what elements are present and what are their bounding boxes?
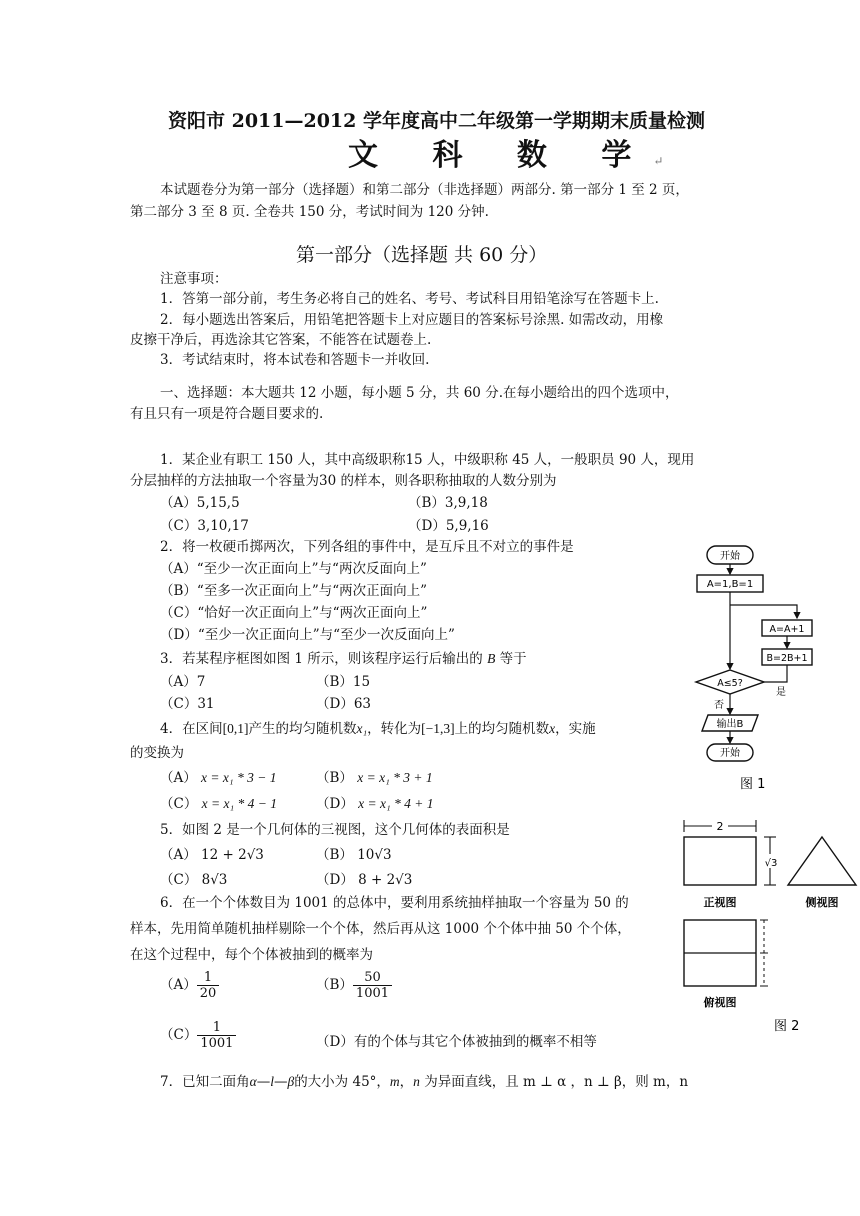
height-label: √3 [764, 858, 778, 869]
side-view-label: 侧视图 [805, 896, 839, 909]
q6-denominator-a: 20 [199, 986, 217, 1001]
q2-option-b: （B）“至多一次正面向上”与“两次正面向上” [160, 583, 428, 599]
intro-line-2: 第二部分 3 至 8 页. 全卷共 150 分，考试时间为 120 分钟. [130, 204, 489, 220]
side-view-triangle [788, 837, 856, 885]
q1-option-b: （B）3,9,18 [408, 495, 488, 511]
q3-option-d: （D）63 [316, 696, 372, 712]
subject-text: 文 科 数 学 [348, 138, 654, 173]
q4-part-a: 4．在区间 [160, 721, 223, 737]
q3-end: 等于 [499, 651, 527, 667]
q7-beta: β [287, 1074, 295, 1089]
figure-1-caption: 图 1 [740, 777, 766, 792]
notice-1: 1．答第一部分前，考生务必将自己的姓名、考号、考试科目用铅笔涂写在答题卡上. [160, 291, 659, 307]
flow-init-label: A=1,B=1 [706, 579, 754, 590]
q7-dash-1: — [256, 1074, 271, 1090]
exam-title: 资阳市 2011—2012 学年度高中二年级第一学期期末质量检测 [168, 110, 705, 132]
notice-2: 2．每小题选出答案后，用铅笔把答题卡上对应题目的答案标号涂黑. 如需改动，用橡 [160, 312, 664, 328]
flow-step-a-label: A=A+1 [769, 624, 805, 635]
q6-option-a [160, 970, 219, 1001]
q4-label-b: （B） [316, 770, 353, 786]
q6-fraction-c [197, 1020, 236, 1051]
q4-option-b [316, 766, 433, 786]
flow-yes-line [764, 665, 787, 682]
q4-x: x [549, 721, 556, 736]
q5-option-d: （D） 8 + 2√3 [316, 872, 413, 888]
q1-line-1: 1．某企业有职工 150 人，其中高级职称15 人，中级职称 45 人，一般职员 90 人，现用 [160, 452, 695, 468]
figure-1-flowchart [684, 540, 814, 796]
q4-part-e: ，实施 [555, 721, 596, 737]
q4-expr-c: x = x₁ * 4 − 1 [201, 796, 278, 811]
q6-numerator-b: 50 [353, 970, 392, 986]
q4-option-c [160, 792, 277, 812]
q3-option-c: （C）31 [160, 696, 215, 712]
q6-fraction-a [197, 970, 220, 1001]
notice-title: 注意事项： [160, 271, 228, 287]
flow-end-label: 开始 [720, 748, 740, 759]
q4-x1: x₁ [356, 721, 368, 736]
q4-part-b: 产生的均匀随机数 [248, 721, 357, 737]
width-label: 2 [716, 820, 724, 833]
q1-option-c: （C）3,10,17 [160, 518, 249, 534]
figure-2-three-views [674, 812, 860, 1038]
q6-line-3: 在这个过程中，每个个体被抽到的概率为 [130, 947, 373, 963]
q6-label-c: （C） [160, 1027, 198, 1043]
q4-option-a [160, 766, 276, 786]
q6-line-2: 样本，先用简单随机抽样剔除一个个体，然后再从这 1000 个个体中抽 50 个个体， [130, 921, 631, 937]
intro-line-1: 本试题卷分为第一部分（选择题）和第二部分（非选择题）两部分. 第一部分 1 至 2 页， [160, 182, 689, 198]
part1-heading: 第一部分（选择题 共 60 分） [296, 244, 548, 266]
q2-option-d: （D）“至少一次正面向上”与“至少一次反面向上” [160, 627, 455, 643]
q7-part-a: 7．已知二面角 [160, 1074, 250, 1090]
q4-part-c: ，转化为 [367, 721, 422, 737]
q6-numerator-a: 1 [197, 970, 220, 986]
flow-start-label: 开始 [720, 551, 740, 562]
q4-label-d: （D） [316, 796, 354, 812]
q6-numerator-c: 1 [197, 1020, 236, 1036]
q6-option-b [316, 970, 392, 1001]
q5-option-c: （C） 8√3 [160, 872, 228, 888]
section-line-1: 一、选择题：本大题共 12 小题，每小题 5 分，共 60 分.在每小题给出的四个选项中， [160, 385, 679, 401]
q3-option-a: （A）7 [160, 674, 206, 690]
q1-option-d: （D）5,9,16 [408, 518, 489, 534]
q2-option-c: （C）“恰好一次正面向上”与“两次正面向上” [160, 605, 428, 621]
q1-line-2: 分层抽样的方法抽取一个容量为30 的样本，则各职称抽取的人数分别为 [130, 473, 557, 489]
front-view-label: 正视图 [703, 896, 737, 909]
q3-variable: B [487, 651, 496, 666]
q4-interval-1: [0,1] [222, 721, 249, 736]
q7-comma: ， [399, 1074, 414, 1090]
q4-label-c: （C） [160, 796, 198, 812]
flow-output-label: 输出B [716, 719, 744, 730]
q3-text: 3．若某程序框图如图 1 所示，则该程序运行后输出的 [160, 651, 483, 667]
flow-condition-label: A≤5? [717, 678, 743, 689]
flow-step-b-label: B=2B+1 [766, 653, 808, 664]
q3-stem [160, 647, 527, 667]
q6-denominator-b: 1001 [355, 986, 390, 1001]
q4-line-2: 的变换为 [130, 745, 184, 761]
q2-option-a: （A）“至少一次正面向上”与“两次反面向上” [160, 561, 427, 577]
q5-option-b: （B） 10√3 [316, 847, 392, 863]
q6-option-c [160, 1020, 236, 1051]
q7-m: m [389, 1074, 400, 1089]
q1-option-a: （A）5,15,5 [160, 495, 240, 511]
q5-option-a: （A） 12 + 2√3 [160, 847, 264, 863]
q7-alpha: α [249, 1074, 257, 1089]
q6-option-d: （D）有的个体与其它个体被抽到的概率不相等 [316, 1034, 597, 1050]
q4-interval-2: [−1,3] [421, 721, 455, 736]
figure-2-caption: 图 2 [774, 1019, 800, 1034]
return-mark-icon: ↵ [653, 154, 664, 168]
q3-option-b: （B）15 [316, 674, 371, 690]
q7-dash-2: — [273, 1074, 288, 1090]
q4-part-d: 上的均匀随机数 [454, 721, 550, 737]
q7-part-d: 的大小为 45°， [294, 1074, 390, 1090]
q4-label-a: （A） [160, 770, 197, 786]
q4-expr-a: x = x₁ * 3 − 1 [201, 770, 277, 785]
exam-subject [348, 130, 663, 174]
q7-n: n [413, 1074, 420, 1089]
q6-denominator-c: 1001 [200, 1036, 234, 1051]
notice-2-cont: 皮擦干净后，再选涂其它答案，不能答在试题卷上. [130, 332, 432, 348]
q7-l: l [270, 1074, 274, 1089]
q6-label-b: （B） [316, 977, 353, 993]
notice-3: 3．考试结束时，将本试卷和答题卡一并收回. [160, 352, 430, 368]
q4-expr-b: x = x₁ * 3 + 1 [357, 770, 433, 785]
flow-yes-label: 是 [776, 687, 786, 698]
q7-line-1 [160, 1070, 688, 1090]
flow-no-label: 否 [714, 700, 724, 711]
top-view-label: 俯视图 [703, 996, 737, 1009]
section-line-2: 有且只有一项是符合题目要求的. [130, 406, 324, 422]
q4-expr-d: x = x₁ * 4 + 1 [358, 796, 434, 811]
q6-fraction-b [353, 970, 392, 1001]
q5-stem: 5．如图 2 是一个几何体的三视图，这个几何体的表面积是 [160, 822, 510, 838]
q6-line-1: 6．在一个个体数目为 1001 的总体中，要利用系统抽样抽取一个容量为 50 的 [160, 895, 629, 911]
front-view-rect [684, 837, 756, 885]
q6-label-a: （A） [160, 977, 197, 993]
q4-line-1 [160, 717, 596, 737]
q2-stem: 2．将一枚硬币掷两次，下列各组的事件中，是互斥且不对立的事件是 [160, 539, 574, 555]
q7-part-f: 为异面直线，且 m ⊥ α ，n ⊥ β，则 m，n [419, 1074, 689, 1090]
flow-loop-arrow [730, 605, 797, 618]
q4-option-d [316, 792, 434, 812]
